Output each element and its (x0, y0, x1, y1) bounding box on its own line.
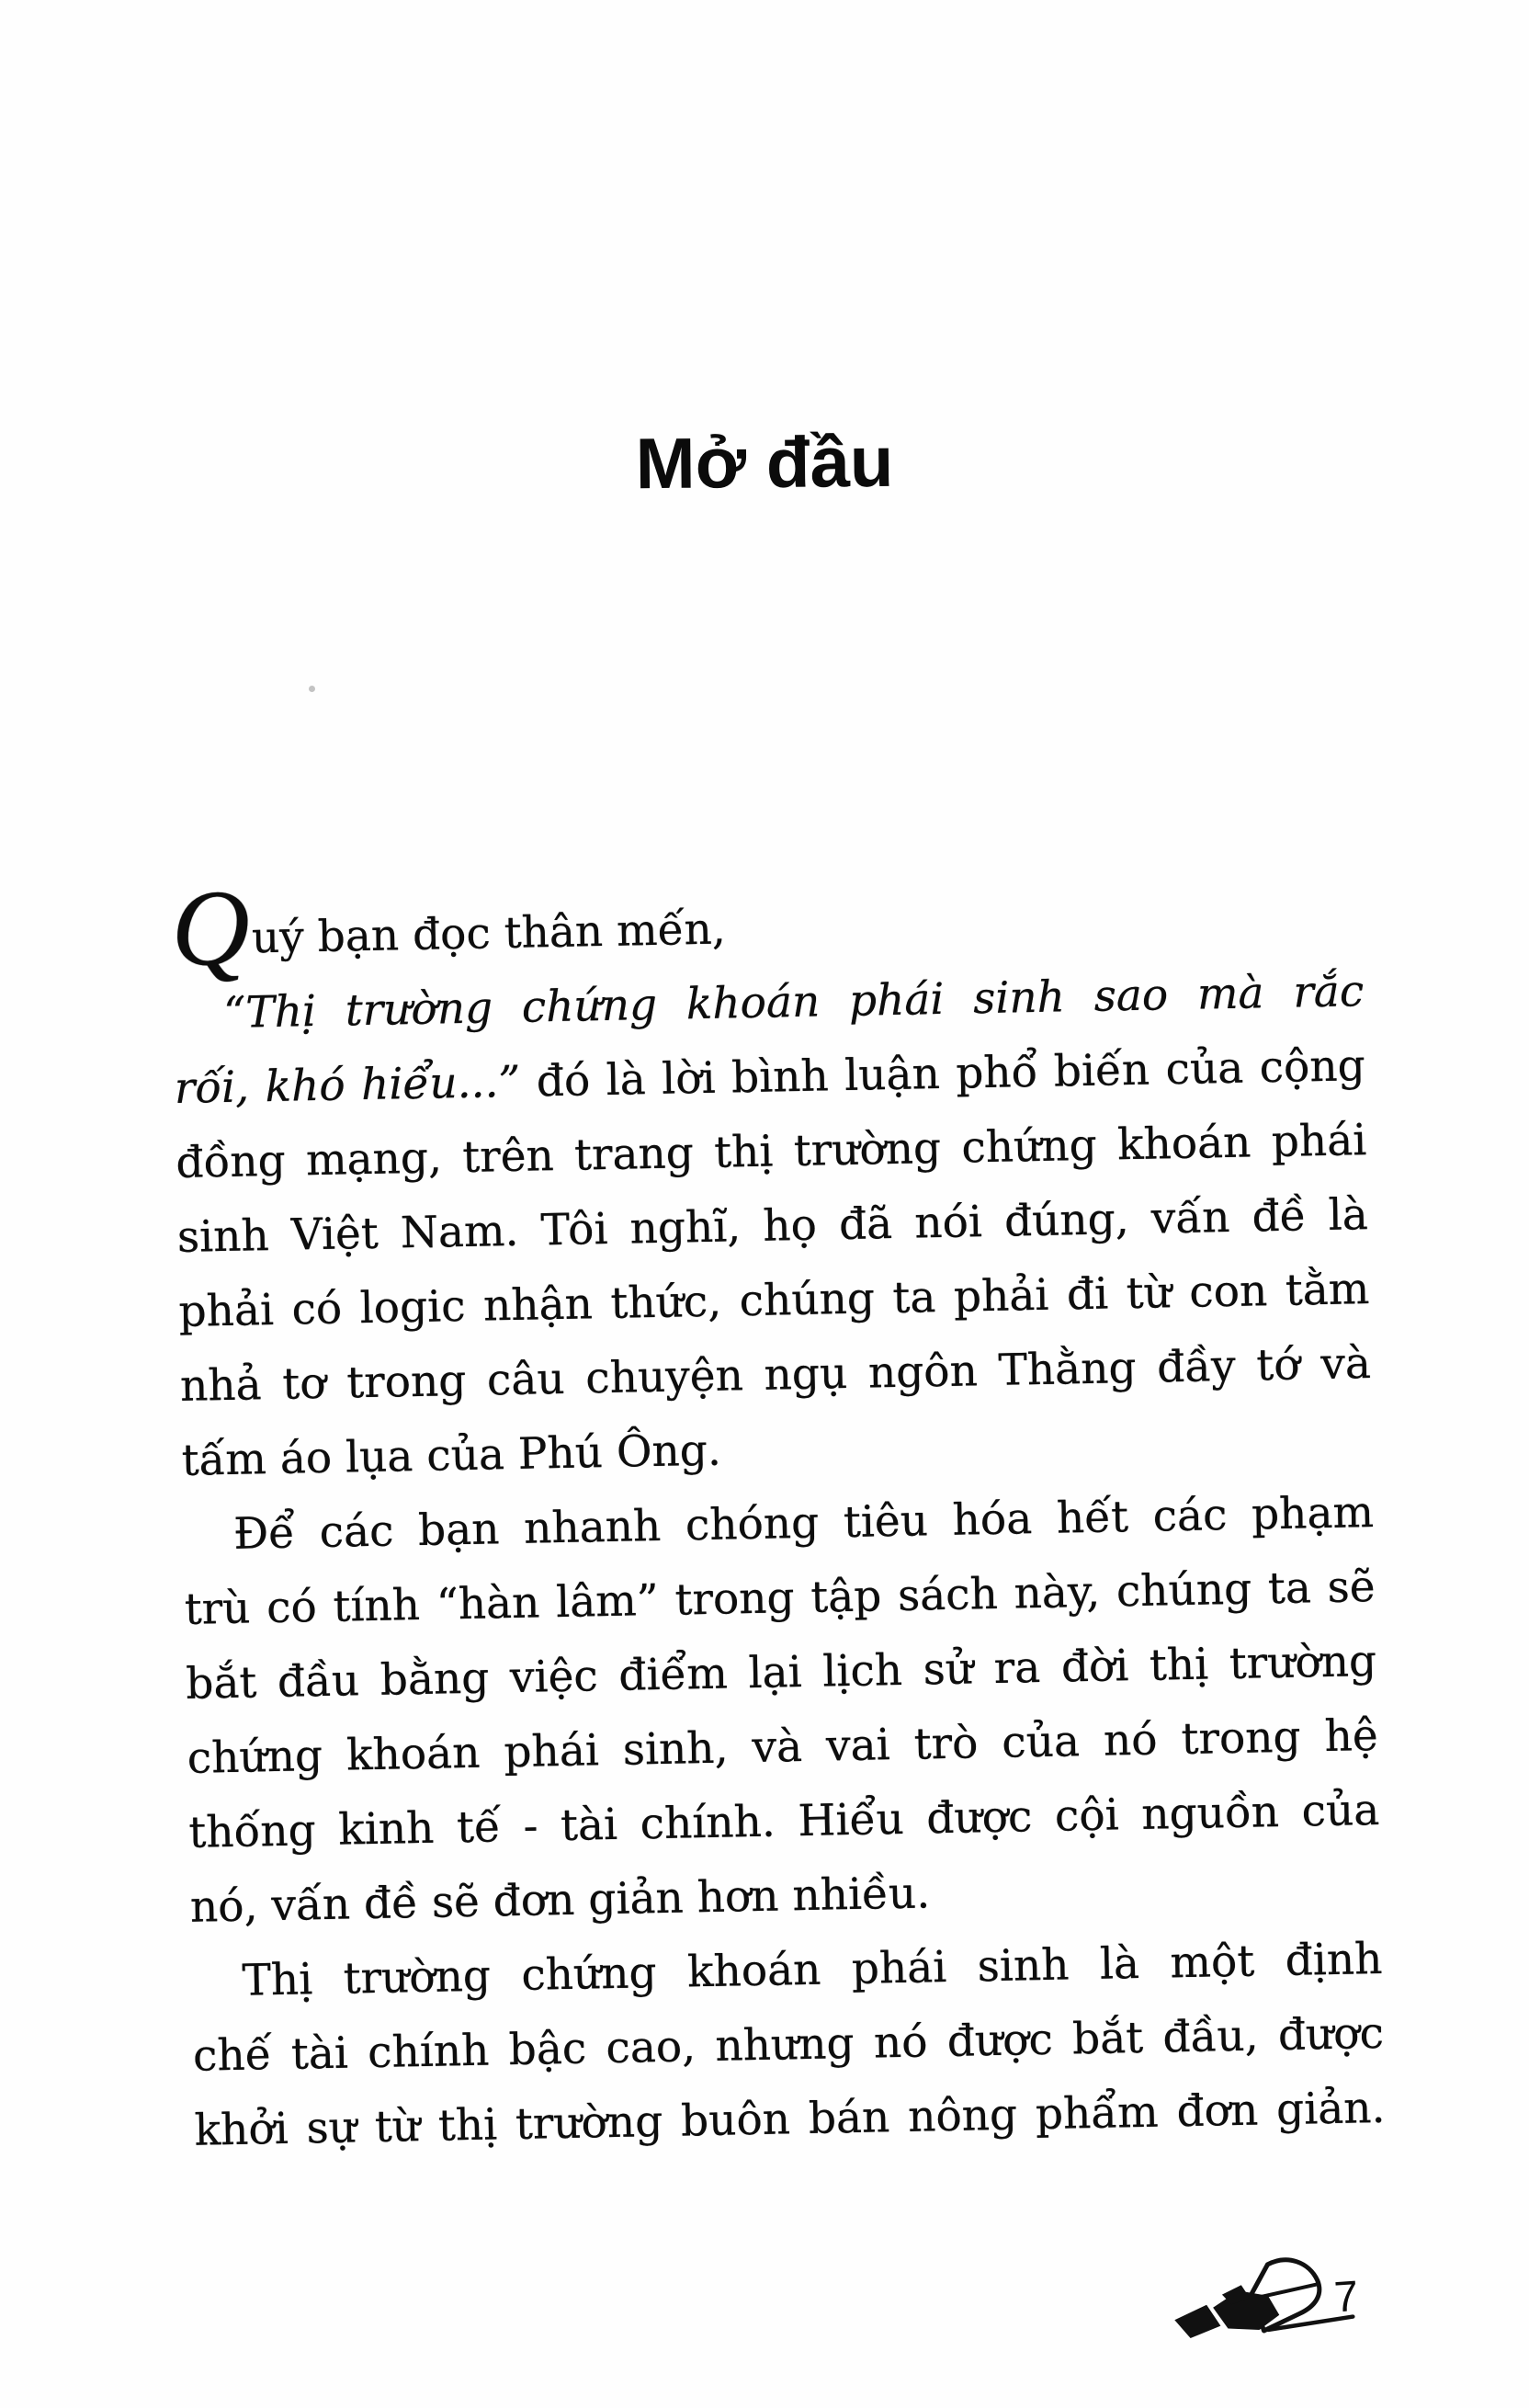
body-line-text: nhả tơ trong câu chuyện ngụ ngôn Thằng đầy tớ và (179, 1338, 1372, 1412)
body-line-text: tấm áo lụa của Phú Ông. (181, 1425, 722, 1486)
pen-flourish-icon (1159, 2248, 1360, 2347)
body-line-text: nó, vấn đề sẽ đơn giản hơn nhiều. (189, 1868, 931, 1933)
body-line-text: Thị trường chứng khoán phái sinh là một định (242, 1933, 1383, 2006)
page-number: 7 (1332, 2270, 1360, 2322)
body-line-text: chế tài chính bậc cao, nhưng nó được bắt đầu, được (192, 2007, 1385, 2082)
body-line-text: phải có logic nhận thức, chúng ta phải đi từ con tằm (178, 1264, 1370, 1337)
body-line-text: rối, khó hiểu...” (174, 1056, 521, 1114)
body-line-text: bắt đầu bằng việc điểm lại lịch sử ra đời thị trường (185, 1635, 1377, 1709)
body-line-text: đồng mạng, trên trang thị trường chứng khoán phái (175, 1115, 1367, 1188)
body-line-text: Để các bạn nhanh chóng tiêu hóa hết các phạm (232, 1486, 1375, 1560)
page-footer (1159, 2248, 1360, 2347)
body-line-text: khởi sự từ thị trường buôn bán nông phẩm đơn giản. (194, 2082, 1386, 2156)
body-line-text: sinh Việt Nam. Tôi nghĩ, họ đã nói đúng, vấn đề là (176, 1189, 1369, 1263)
body-line-text: thống kinh tế - tài chính. Hiểu được cội nguồn của (187, 1784, 1380, 1858)
body-line-text: chứng khoán phái sinh, và vai trò của nó trong hệ (187, 1709, 1379, 1784)
scan-speck (309, 686, 315, 692)
body-line-text: trù có tính “hàn lâm” trong tập sách này, chúng ta sẽ (184, 1561, 1376, 1635)
body-text (170, 867, 1386, 2168)
body-line-text: đó là lời bình luận phổ biến của cộng (536, 1040, 1366, 1107)
page-title: Mở đầu (635, 420, 894, 505)
body-line-text: uý bạn đọc thân mến, (251, 903, 727, 964)
body-line-text: “Thị trường chứng khoán phái sinh sao mà rắc (222, 966, 1365, 1039)
drop-cap: Q (170, 867, 252, 989)
